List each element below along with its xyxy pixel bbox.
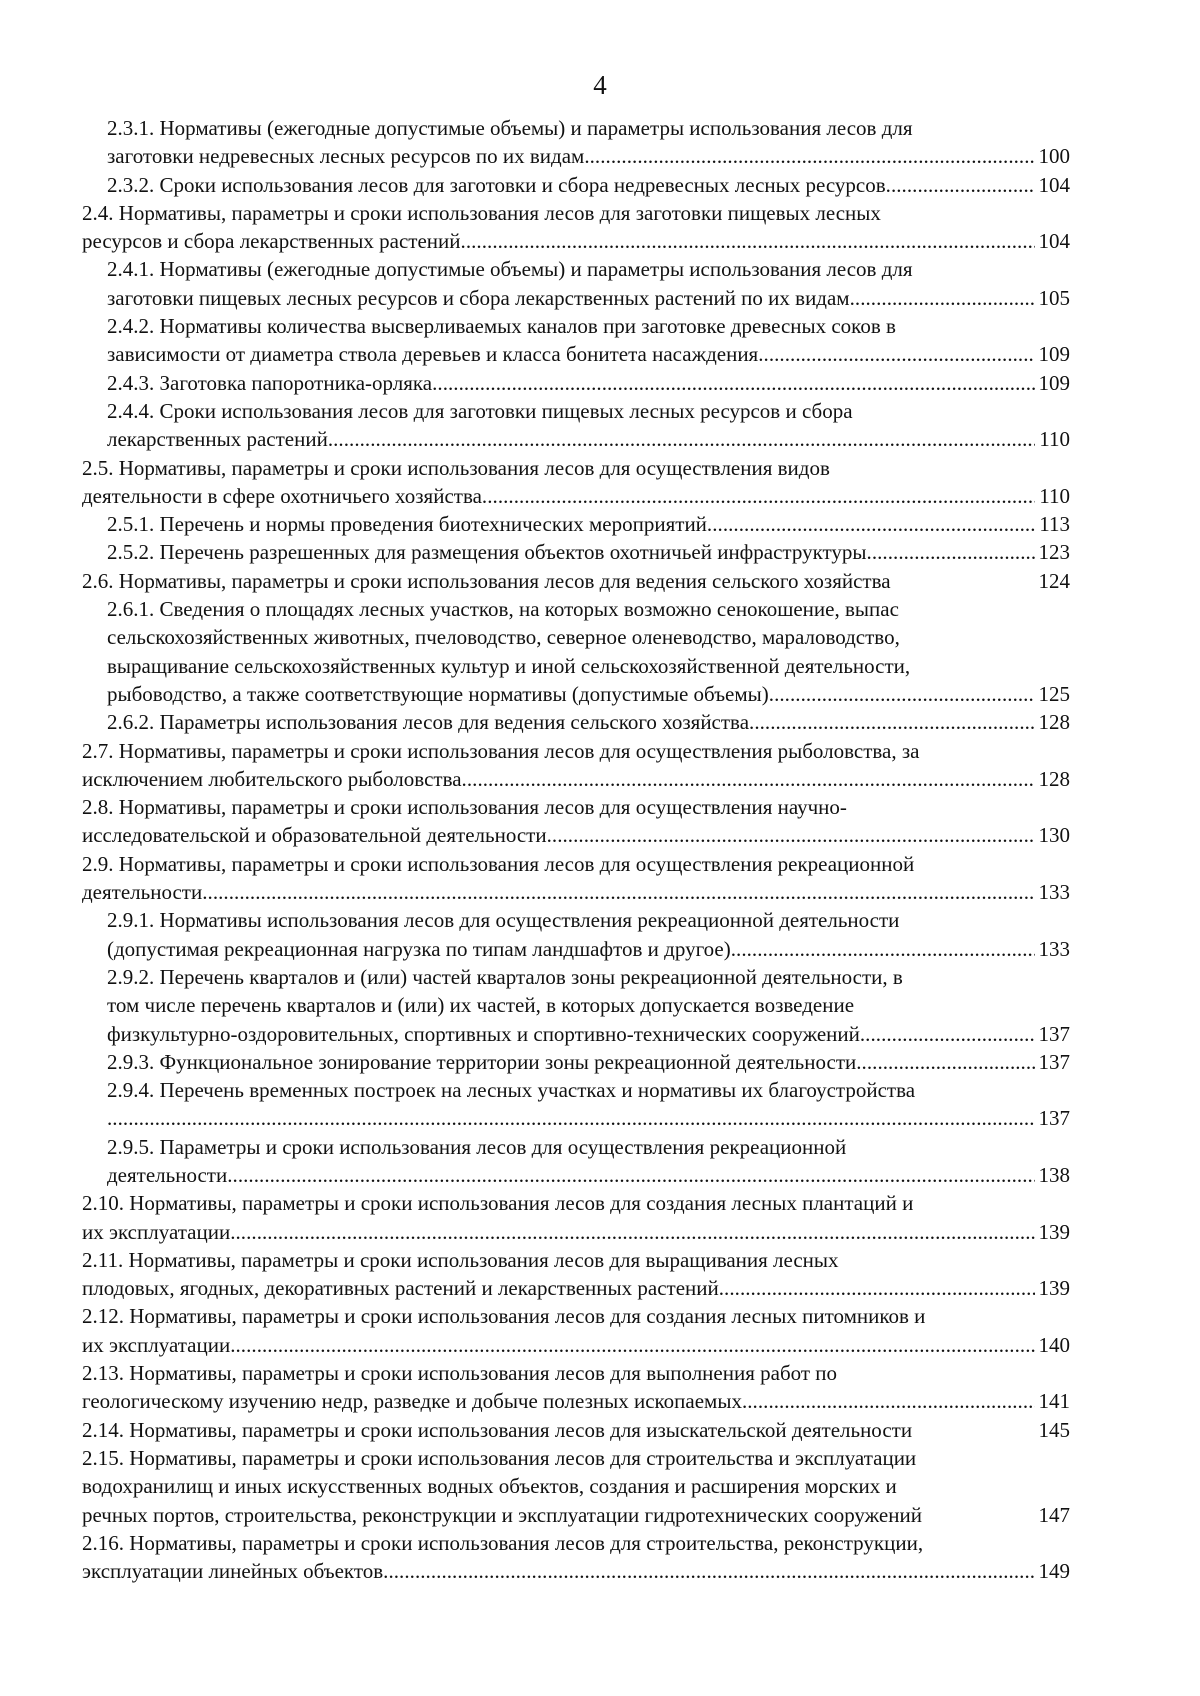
toc-page-number: 145: [1038, 1417, 1070, 1442]
toc-page-number: 104: [1038, 172, 1070, 197]
toc-entry-title: речных портов, строительства, реконструкции и эксплуатации гидротехнических сооружений: [82, 1502, 922, 1527]
page-number: 4: [593, 70, 607, 100]
toc-entry-line: том числе перечень кварталов и (или) их частей, в которых допускается возведение: [107, 993, 855, 1018]
dot-leader: [383, 1557, 1034, 1585]
toc-page-number: 125: [1038, 681, 1070, 706]
toc-page-number: 105: [1038, 285, 1070, 310]
toc-page-number: 149: [1038, 1559, 1070, 1584]
toc-page-number: 137: [1038, 1021, 1070, 1046]
toc-page-number: 113: [1039, 512, 1070, 537]
toc-entry[interactable]: [82, 510, 1070, 538]
toc-entry[interactable]: [82, 793, 1070, 850]
toc-page-number: 123: [1038, 540, 1070, 565]
toc-page-number: 137: [1038, 1106, 1070, 1131]
toc-entry-title: эксплуатации линейных объектов: [82, 1559, 384, 1584]
toc-entry-line: 2.8. Нормативы, параметры и сроки использования лесов для осуществления научно-: [82, 795, 847, 820]
toc-entry[interactable]: [82, 171, 1070, 199]
toc-page-number: 139: [1038, 1276, 1070, 1301]
toc-entry[interactable]: [82, 1444, 1070, 1529]
toc-entry-title: рыбоводство, а также соответствующие нормативы (допустимые объемы): [107, 681, 769, 706]
toc-page-number: 128: [1038, 766, 1070, 791]
toc-page-number: 137: [1038, 1049, 1070, 1074]
toc-entry-line: 2.13. Нормативы, параметры и сроки использования лесов для выполнения работ по: [82, 1361, 838, 1386]
dot-leader: [886, 171, 1035, 199]
toc-page-number: 139: [1038, 1219, 1070, 1244]
dot-leader: [860, 1020, 1035, 1048]
dot-leader: [230, 1218, 1034, 1246]
toc-entry-line: 2.9.5. Параметры и сроки использования лесов для осуществления рекреационной: [107, 1134, 847, 1159]
dot-leader: [462, 765, 1035, 793]
toc-page-number: 100: [1038, 144, 1070, 169]
toc-entry-line: 2.6.1. Сведения о площадях лесных участков, на которых возможно сенокошение, выпас: [107, 597, 899, 622]
toc-entry-title: заготовки пищевых лесных ресурсов и сбора лекарственных растений по их видам: [107, 285, 850, 310]
toc-entry[interactable]: [82, 199, 1070, 256]
toc-entry[interactable]: [82, 1189, 1070, 1246]
toc-entry-line: 2.15. Нормативы, параметры и сроки использования лесов для строительства и эксплуатации: [82, 1445, 917, 1470]
toc-entry-line: 2.9.4. Перечень временных построек на лесных участках и нормативы их благоустройства: [107, 1078, 916, 1103]
dot-leader: [227, 1161, 1034, 1189]
dot-leader: [731, 935, 1035, 963]
toc-page-number: 109: [1038, 370, 1070, 395]
dot-leader: [749, 708, 1034, 736]
toc-page-number: 140: [1038, 1332, 1070, 1357]
toc-entry[interactable]: [82, 397, 1070, 454]
dot-leader: [584, 142, 1034, 170]
toc-entry-title: деятельности: [107, 1162, 228, 1187]
toc-entry-title: 2.6. Нормативы, параметры и сроки использования лесов для ведения сельского хозяйства: [82, 568, 891, 593]
toc-entry-title: 2.14. Нормативы, параметры и сроки использования лесов для изыскательской деятельности: [82, 1417, 913, 1442]
toc-entry-title: их эксплуатации: [82, 1219, 231, 1244]
toc-entry-title: 2.4.3. Заготовка папоротника-орляка: [107, 370, 433, 395]
toc-entry[interactable]: [82, 1133, 1070, 1190]
toc-entry[interactable]: [82, 255, 1070, 312]
table-of-contents: [82, 114, 1070, 1585]
toc-entry-title: исследовательской и образовательной деятельности: [82, 823, 547, 848]
toc-entry[interactable]: [82, 1416, 1070, 1444]
toc-entry-line: 2.4.2. Нормативы количества высверливаемых каналов при заготовке древесных соков в: [107, 314, 896, 339]
dot-leader: [707, 510, 1035, 538]
toc-entry[interactable]: [82, 454, 1070, 511]
toc-entry-title: их эксплуатации: [82, 1332, 231, 1357]
toc-page-number: 104: [1038, 229, 1070, 254]
toc-entry-title: 2.6.2. Параметры использования лесов для ведения сельского хозяйства: [107, 710, 750, 735]
toc-entry-line: выращивание сельскохозяйственных культур и иной сельскохозяйственной деятельности,: [107, 653, 911, 678]
toc-entry[interactable]: [82, 567, 1070, 595]
toc-entry[interactable]: [82, 1246, 1070, 1303]
toc-entry-line: 2.11. Нормативы, параметры и сроки использования лесов для выращивания лесных: [82, 1247, 839, 1272]
toc-entry-title: геологическому изучению недр, разведке и добыче полезных ископаемых: [82, 1389, 742, 1414]
toc-entry[interactable]: [82, 963, 1070, 1048]
toc-entry-title: 2.3.2. Сроки использования лесов для заготовки и сбора недревесных лесных ресурсов: [107, 172, 886, 197]
toc-page-number: 110: [1039, 483, 1070, 508]
toc-entry-title: заготовки недревесных лесных ресурсов по их видам: [107, 144, 585, 169]
toc-entry-line: 2.12. Нормативы, параметры и сроки использования лесов для создания лесных питомников и: [82, 1304, 926, 1329]
toc-entry-line: сельскохозяйственных животных, пчеловодство, северное оленеводство, мараловодство,: [107, 625, 900, 650]
dot-leader: [230, 1331, 1034, 1359]
toc-entry-title: 2.5.2. Перечень разрешенных для размещения объектов охотничьей инфраструктуры: [107, 540, 867, 565]
toc-entry-line: 2.9. Нормативы, параметры и сроки использования лесов для осуществления рекреационной: [82, 851, 915, 876]
toc-entry-line: 2.9.1. Нормативы использования лесов для осуществления рекреационной деятельности: [107, 908, 900, 933]
toc-entry-title: 2.5.1. Перечень и нормы проведения биотехнических мероприятий: [107, 512, 707, 537]
toc-entry-title: лекарственных растений: [107, 427, 328, 452]
toc-entry[interactable]: [82, 906, 1070, 963]
dot-leader: [867, 538, 1035, 566]
dot-leader: [719, 1274, 1035, 1302]
toc-entry[interactable]: [82, 1048, 1070, 1076]
toc-page-number: 128: [1038, 710, 1070, 735]
toc-entry-line: 2.4. Нормативы, параметры и сроки использования лесов для заготовки пищевых лесных: [82, 200, 881, 225]
dot-leader: [461, 227, 1035, 255]
toc-entry[interactable]: [82, 1076, 1070, 1133]
toc-entry[interactable]: [82, 708, 1070, 736]
dot-leader: [769, 680, 1035, 708]
toc-entry-line: водохранилищ и иных искусственных водных объектов, создания и расширения морских и: [82, 1474, 897, 1499]
toc-page-number: 133: [1038, 936, 1070, 961]
toc-entry-title: плодовых, ягодных, декоративных растений и лекарственных растений: [82, 1276, 719, 1301]
toc-entry[interactable]: [82, 1359, 1070, 1416]
toc-entry-title: деятельности: [82, 880, 203, 905]
dot-leader: [107, 1104, 1035, 1132]
dot-leader: [547, 821, 1035, 849]
dot-leader: [202, 878, 1034, 906]
toc-entry[interactable]: [82, 737, 1070, 794]
toc-entry[interactable]: [82, 850, 1070, 907]
toc-page-number: 147: [1038, 1502, 1070, 1527]
dot-leader: [482, 482, 1035, 510]
dot-leader: [328, 425, 1035, 453]
dot-leader: [850, 284, 1035, 312]
toc-page-number: 130: [1038, 823, 1070, 848]
toc-entry[interactable]: [82, 538, 1070, 566]
toc-page-number: 124: [1038, 568, 1070, 593]
dot-leader: [856, 1048, 1034, 1076]
toc-entry-line: 2.10. Нормативы, параметры и сроки использования лесов для создания лесных плантаций и: [82, 1191, 914, 1216]
toc-page-number: 141: [1038, 1389, 1070, 1414]
toc-entry-line: 2.5. Нормативы, параметры и сроки использования лесов для осуществления видов: [82, 455, 830, 480]
toc-entry[interactable]: [82, 595, 1070, 708]
toc-entry[interactable]: [82, 312, 1070, 369]
toc-entry[interactable]: [82, 1529, 1070, 1586]
toc-page-number: 133: [1038, 880, 1070, 905]
toc-entry-title: (допустимая рекреационная нагрузка по типам ландшафтов и другое): [107, 936, 731, 961]
toc-entry-title: физкультурно-оздоровительных, спортивных и спортивно-технических сооружений: [107, 1021, 860, 1046]
toc-entry-title: 2.9.3. Функциональное зонирование территории зоны рекреационной деятельности: [107, 1049, 857, 1074]
toc-entry-line: 2.7. Нормативы, параметры и сроки использования лесов для осуществления рыболовства, за: [82, 738, 920, 763]
toc-entry-title: ресурсов и сбора лекарственных растений: [82, 229, 461, 254]
toc-entry[interactable]: [82, 369, 1070, 397]
dot-leader: [758, 340, 1034, 368]
toc-entry-line: 2.4.4. Сроки использования лесов для заготовки пищевых лесных ресурсов и сбора: [107, 398, 853, 423]
toc-entry-line: 2.16. Нормативы, параметры и сроки использования лесов для строительства, реконструкции,: [82, 1530, 924, 1555]
toc-entry-line: 2.4.1. Нормативы (ежегодные допустимые объемы) и параметры использования лесов для: [107, 257, 913, 282]
toc-entry-title: исключением любительского рыболовства: [82, 766, 462, 791]
dot-leader: [742, 1387, 1035, 1415]
toc-entry[interactable]: [82, 1302, 1070, 1359]
toc-page-number: 110: [1039, 427, 1070, 452]
toc-entry[interactable]: [82, 114, 1070, 171]
toc-entry-line: 2.3.1. Нормативы (ежегодные допустимые объемы) и параметры использования лесов для: [107, 116, 913, 140]
toc-entry-title: деятельности в сфере охотничьего хозяйства: [82, 483, 482, 508]
toc-entry-title: зависимости от диаметра ствола деревьев и класса бонитета насаждения: [107, 342, 759, 367]
dot-leader: [432, 369, 1034, 397]
toc-page-number: 109: [1038, 342, 1070, 367]
toc-page-number: 138: [1038, 1162, 1070, 1187]
toc-entry-line: 2.9.2. Перечень кварталов и (или) частей кварталов зоны рекреационной деятельности, в: [107, 964, 903, 989]
